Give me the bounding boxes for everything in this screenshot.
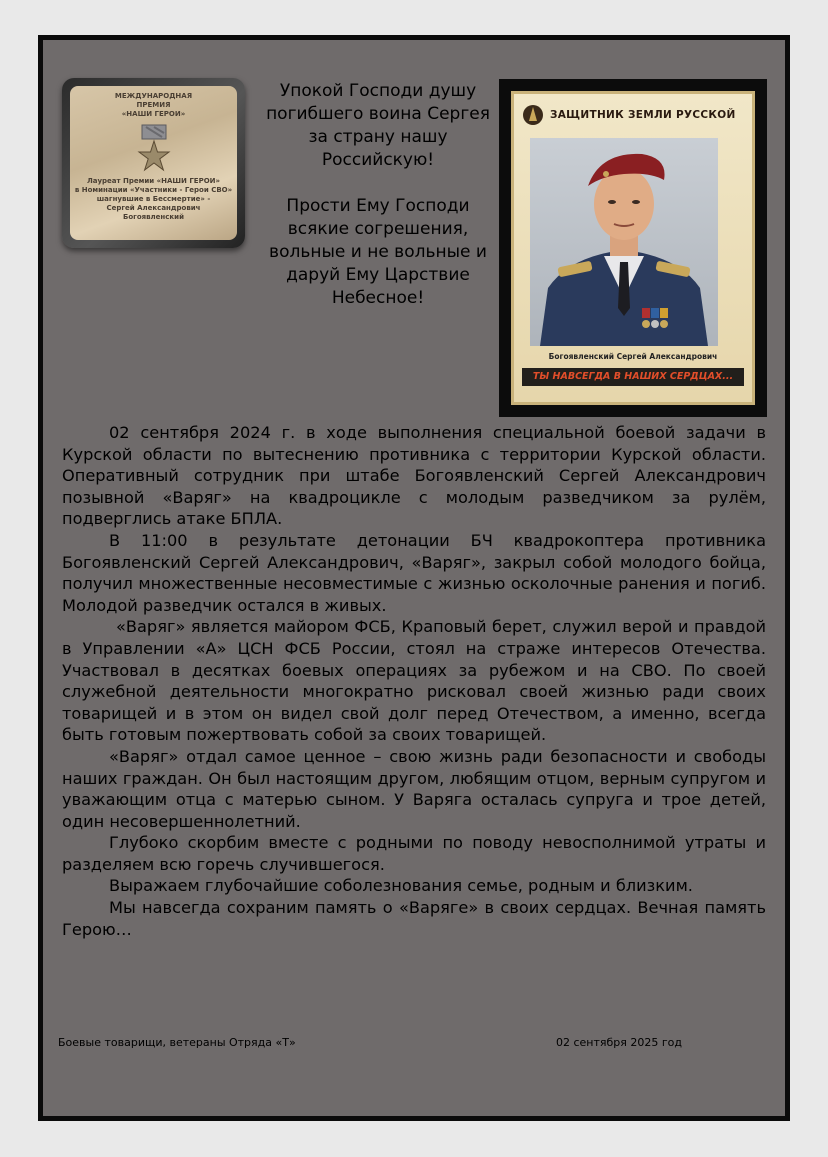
body-paragraph: Мы навсегда сохраним память о «Варяге» в своих сердцах. Вечная память Герою… [62, 898, 766, 939]
soldier-photo [530, 138, 718, 346]
award-plaque [62, 78, 245, 248]
body-paragraph: «Варяг» является майором ФСБ, Краповый берет, служил верой и правдой в Управлении «А» ЦСН ФСБ России, стоял на страже интересов Отечества. Участвовал в десятках боевых операциях за рубежом и на СВО. По своей служебной деятельности многократно рисковал своей жизнью ради своих товарищей и в этом он видел свой долг перед Отечеством, а именно, всегда быть готовым пожертвовать собой за своих товарищей. [62, 617, 766, 745]
prayer-text [258, 80, 498, 310]
plaque-line: «НАШИ ГЕРОИ» [121, 110, 186, 118]
portrait-motto: ТЫ НАВСЕГДА В НАШИХ СЕРДЦАХ... [522, 368, 744, 386]
signature: Боевые товарищи, ветераны Отряда «Т» [58, 1036, 296, 1049]
body-paragraph: «Варяг» отдал самое ценное – свою жизнь ради безопасности и свободы наших граждан. Он был настоящим другом, любящим отцом, верным супругом и уважающим отца с матерью сыном. У Варяга осталась супруга и трое детей, один несовершеннолетний. [62, 746, 766, 831]
plaque-line: шагнувшие в Бессмертие» - [96, 195, 211, 203]
prayer-paragraph: Прости Ему Господи всякие согрешения, вольные и не вольные и даруй Ему Царствие Небесное! [269, 196, 487, 308]
plaque-line: МЕЖДУНАРОДНАЯ [114, 92, 193, 100]
hero-star-medal-icon [134, 123, 174, 175]
obituary-text [62, 422, 766, 940]
portrait-caption: Богоявленский Сергей Александрович [548, 352, 718, 361]
body-paragraph: Выражаем глубочайшие соболезнования семье, родным и близким. [109, 876, 693, 896]
soldier-portrait-icon [530, 138, 718, 346]
prayer-paragraph: Упокой Господи душу погибшего воина Сергея за страну нашу Российскую! [266, 81, 490, 170]
plaque-line: ПРЕМИЯ [136, 101, 171, 109]
plaque-line: Богоявленский [123, 213, 184, 221]
emblem-icon [522, 103, 544, 127]
banner-title: ЗАЩИТНИК ЗЕМЛИ РУССКОЙ [550, 109, 736, 121]
portrait-card [511, 91, 755, 405]
body-paragraph: 02 сентября 2024 г. в ходе выполнения специальной боевой задачи в Курской области по вытеснению противника с территории Курской области. Оперативный сотрудник при штабе Богоявленский Сергей Александрович позывной «Варяг» на квадроцикле с молодым разведчиком за рулём, подверглись атаке БПЛА. [62, 423, 766, 529]
portrait-banner [522, 100, 744, 130]
document-date: 02 сентября 2025 год [556, 1036, 683, 1049]
body-paragraph: В 11:00 в результате детонации БЧ квадрокоптера противника Богоявленский Сергей Александрович, «Варяг», закрыл собой молодого бойца, получил множественные несовместимые с жизнью осколочные ранения и погиб. Молодой разведчик остался в живых. [62, 530, 766, 615]
memorial-portrait [499, 79, 767, 417]
plaque-line: Лауреат Премии «НАШИ ГЕРОИ» [86, 177, 221, 185]
body-paragraph: Глубоко скорбим вместе с родными по поводу невосполнимой утраты и разделяем всю горечь случившегося. [62, 833, 766, 874]
plaque-line: в Номинации «Участники - Герои СВО» [74, 186, 233, 194]
award-plaque-text [70, 86, 237, 240]
plaque-line: Сергей Александрович [106, 204, 201, 212]
